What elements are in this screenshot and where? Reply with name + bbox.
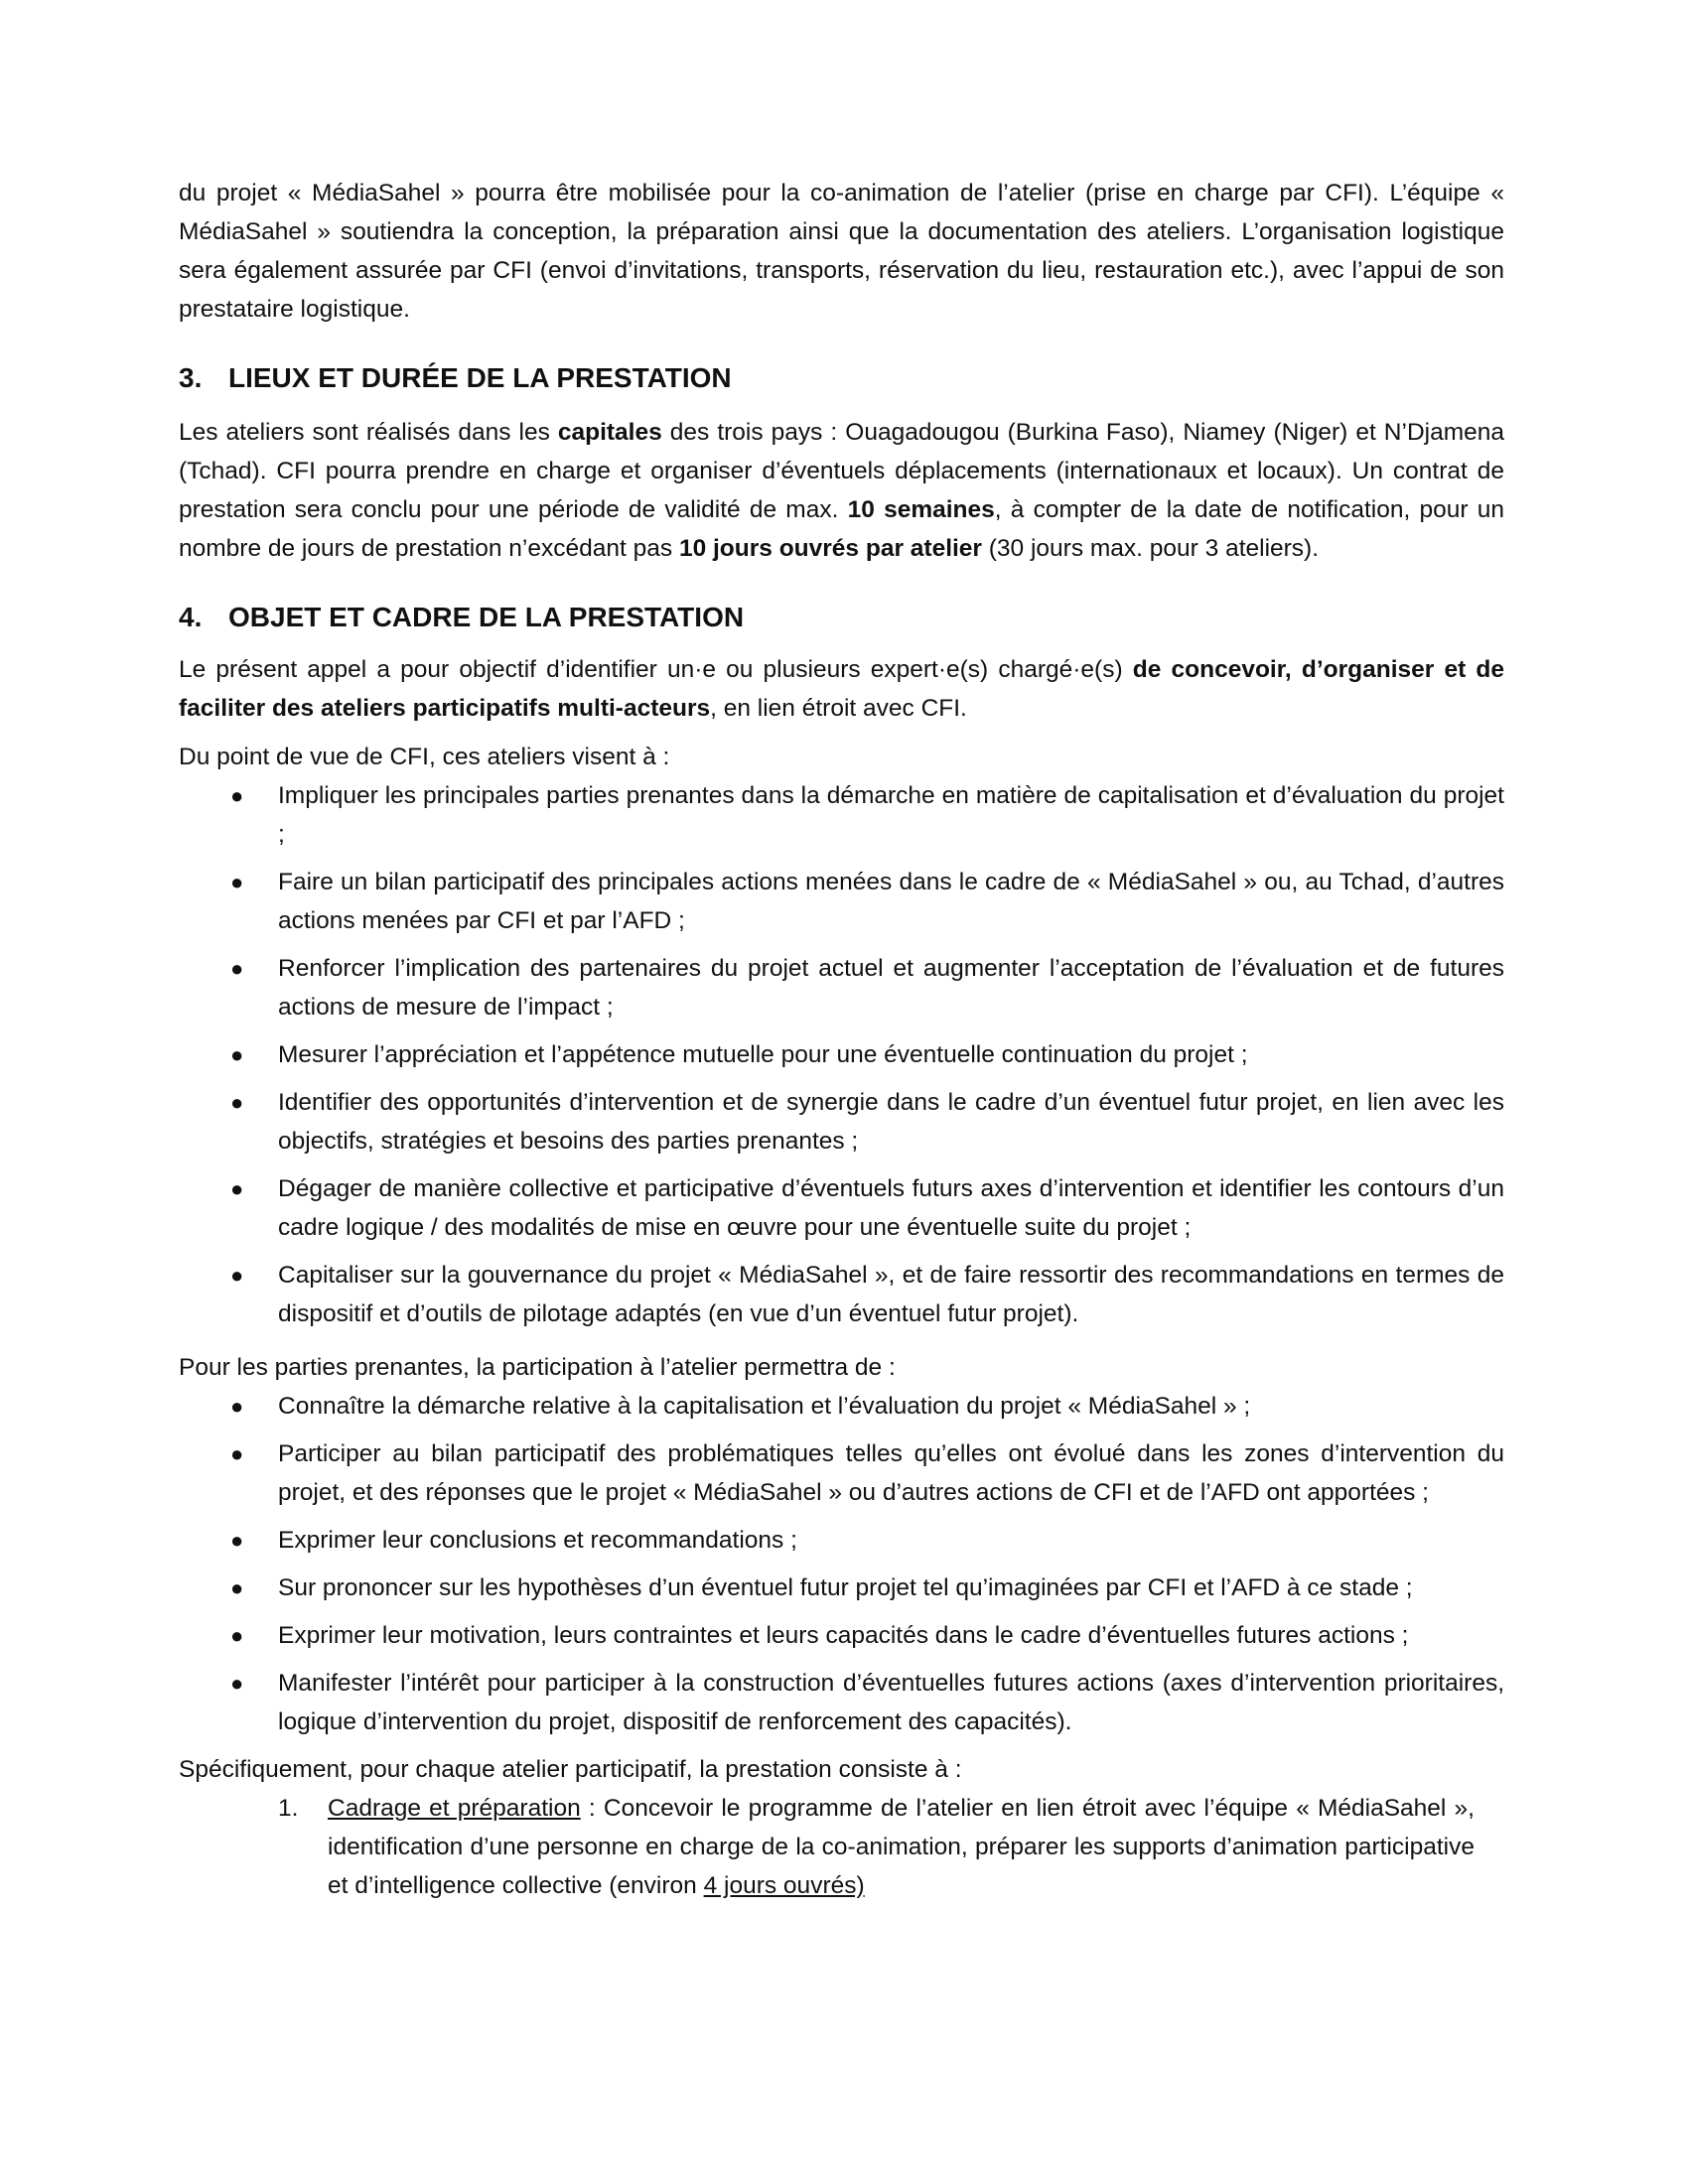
text-run: Les ateliers sont réalisés dans les xyxy=(179,419,558,446)
text-run: Le présent appel a pour objectif d’identifier un·e ou plusieurs expert·e(s) chargé·e(s) xyxy=(179,656,1133,683)
bold-text: capitales xyxy=(557,419,662,446)
list-item: ● Mesurer l’appréciation et l’appétence mutuelle pour une éventuelle continuation du projet ; xyxy=(179,1035,1504,1074)
text-run: , en lien étroit avec CFI. xyxy=(710,695,967,722)
section-4-title: OBJET ET CADRE DE LA PRESTATION xyxy=(228,602,745,632)
step-number: 1. xyxy=(278,1795,299,1822)
list-item: ● Exprimer leur motivation, leurs contraintes et leurs capacités dans le cadre d’éventuelles futures actions ; xyxy=(179,1616,1504,1655)
section-4-objective-paragraph xyxy=(179,650,1504,728)
text-run: (30 jours max. pour 3 ateliers). xyxy=(981,535,1320,562)
list-item xyxy=(179,1789,1504,1905)
cfi-goals-intro: Du point de vue de CFI, ces ateliers visent à : xyxy=(179,744,670,770)
list-item: ● Impliquer les principales parties prenantes dans la démarche en matière de capitalisation et d’évaluation du projet ; xyxy=(179,776,1504,854)
list-item: ● Dégager de manière collective et participative d’éventuels futurs axes d’intervention et identifier les contours d’un cadre logique / des modalités de mise en œuvre pour une éventuelle suite du projet ; xyxy=(179,1169,1504,1247)
section-3-paragraph xyxy=(179,413,1504,568)
document-page xyxy=(179,174,1504,1905)
list-item: ● Renforcer l’implication des partenaires du projet actuel et augmenter l’acceptation de l’évaluation et de futures actions de mesure de l’impact ; xyxy=(179,949,1504,1026)
bold-text: 10 semaines xyxy=(847,496,995,523)
stakeholder-goals-list xyxy=(179,1387,1504,1741)
section-4-heading xyxy=(179,598,1504,637)
list-item: ● Exprimer leur conclusions et recommandations ; xyxy=(179,1521,1504,1560)
stakeholder-goals-intro: Pour les parties prenantes, la participation à l’atelier permettra de : xyxy=(179,1354,896,1381)
list-item: ● Faire un bilan participatif des principales actions menées dans le cadre de « MédiaSahel » ou, au Tchad, d’autres actions menées par CFI et par l’AFD ; xyxy=(179,863,1504,940)
specific-tasks-intro: Spécifiquement, pour chaque atelier participatif, la prestation consiste à : xyxy=(179,1756,962,1783)
section-4-number: 4. xyxy=(179,602,203,632)
step-text: : Concevoir le programme de l’atelier en lien étroit avec l’équipe « MédiaSahel », identification d’une personne en charge de la co-animation, préparer les supports d’animation participative et d’intelligence collective (environ xyxy=(328,1795,1475,1899)
list-item: ● Identifier des opportunités d’intervention et de synergie dans le cadre d’un éventuel futur projet, en lien avec les objectifs, stratégies et besoins des parties prenantes ; xyxy=(179,1083,1504,1160)
specific-tasks-list xyxy=(179,1789,1504,1905)
text-run: , à compter de la date de notification, pour un nombre de jours de prestation n’excédant pas xyxy=(179,496,1504,562)
list-item: ● Sur prononcer sur les hypothèses d’un éventuel futur projet tel qu’imaginées par CFI et l’AFD à ce stade ; xyxy=(179,1569,1504,1607)
section-3-number: 3. xyxy=(179,362,203,393)
cfi-goals-list xyxy=(179,776,1504,1333)
text-run: des trois pays : Ouagadougou (Burkina Faso), Niamey (Niger) et N’Djamena (Tchad). CFI pourra prendre en charge et organiser d’éventuels déplacements (internationaux et locaux). Un contrat de prestation sera conclu pour une période de validité de max. xyxy=(179,419,1504,523)
section-3-title: LIEUX ET DURÉE DE LA PRESTATION xyxy=(228,362,732,393)
list-item: ● Capitaliser sur la gouvernance du projet « MédiaSahel », et de faire ressortir des recommandations en termes de dispositif et d’outils de pilotage adaptés (en vue d’un éventuel futur projet). xyxy=(179,1256,1504,1333)
step-label: Cadrage et préparation xyxy=(328,1795,581,1822)
bold-text: de concevoir, d’organiser et de faciliter des ateliers participatifs multi-acteurs xyxy=(179,656,1504,722)
bold-text: 10 jours ouvrés par atelier xyxy=(678,535,982,562)
list-item: ● Manifester l’intérêt pour participer à la construction d’éventuelles futures actions (axes d’intervention prioritaires, logique d’intervention du projet, dispositif de renforcement des capacités). xyxy=(179,1664,1504,1741)
step-duration: 4 jours ouvrés) xyxy=(703,1872,865,1899)
list-item: ● Participer au bilan participatif des problématiques telles qu’elles ont évolué dans les zones d’intervention du projet, et des réponses que le projet « MédiaSahel » ou d’autres actions de CFI et de l’AFD ont apportées ; xyxy=(179,1434,1504,1512)
intro-paragraph: du projet « MédiaSahel » pourra être mobilisée pour la co-animation de l’atelier (prise en charge par CFI). L’équipe « MédiaSahel » soutiendra la conception, la préparation ainsi que la documentation des ateliers. L’organisation logistique sera également assurée par CFI (envoi d’invitations, transports, réservation du lieu, restauration etc.), avec l’appui de son prestataire logistique. xyxy=(179,180,1504,323)
section-3-heading xyxy=(179,358,1504,398)
list-item: ● Connaître la démarche relative à la capitalisation et l’évaluation du projet « MédiaSahel » ; xyxy=(179,1387,1504,1426)
